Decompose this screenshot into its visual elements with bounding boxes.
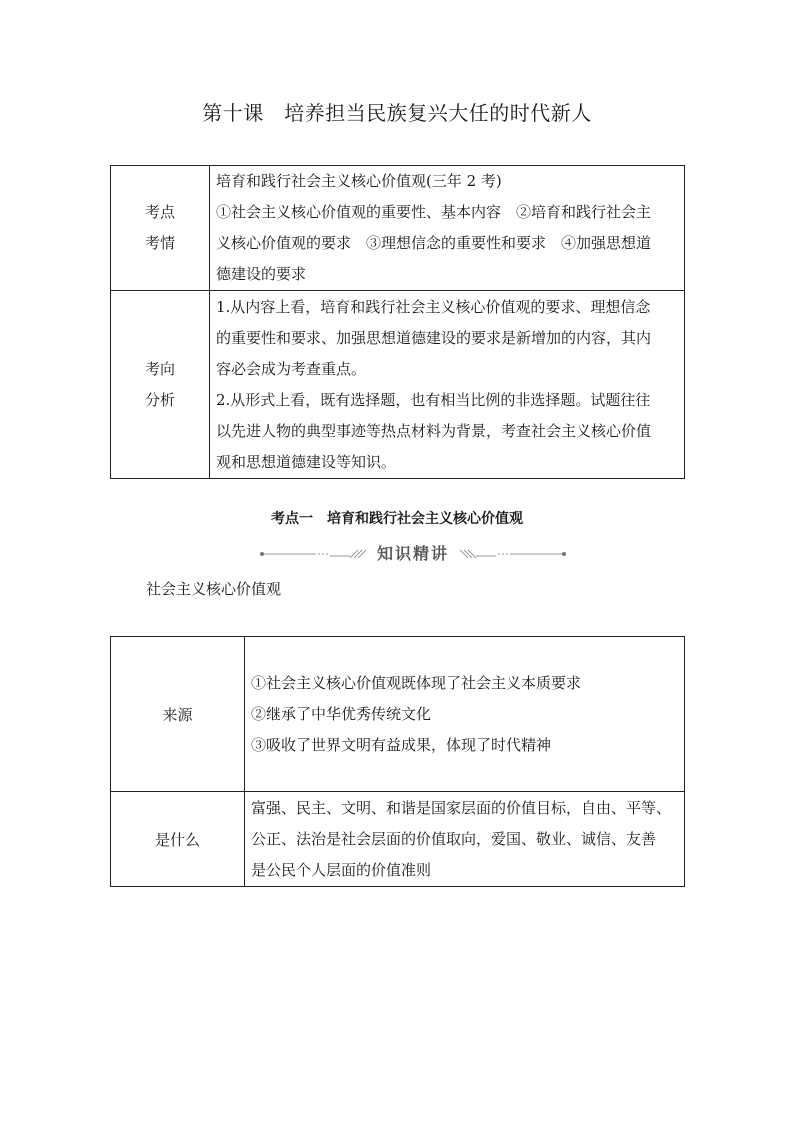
content-line: 容必会成为考查重点。 — [216, 359, 367, 378]
content-line: 2.从形式上看，既有选择题，也有相当比例的非选择题。试题往往 — [216, 390, 651, 409]
content-line: ①社会主义核心价值观既体现了社会主义本质要求 — [251, 673, 582, 692]
content-line: 是公民个人层面的价值准则 — [251, 860, 432, 879]
row-header-line: 分析 — [144, 390, 175, 409]
row-header-line: 考点 — [144, 203, 175, 221]
source-content — [245, 637, 685, 792]
exam-overview-table — [110, 165, 685, 479]
content-line: ②继承了中华优秀传统文化 — [251, 704, 432, 723]
row-header-what: 是什么 — [111, 792, 245, 887]
row-header-source: 来源 — [111, 637, 245, 792]
table-row — [111, 291, 685, 479]
what-content — [245, 792, 685, 887]
table-row — [111, 792, 685, 887]
exam-points-content — [210, 166, 685, 291]
table-row — [111, 637, 685, 792]
content-line: 以先进人物的典型事迹等热点材料为背景，考查社会主义核心价值 — [216, 421, 652, 440]
content-line: 1.从内容上看，培育和践行社会主义核心价值观的要求、理想信念 — [216, 297, 651, 316]
row-header-line: 考情 — [144, 234, 175, 252]
core-values-table — [110, 636, 685, 887]
row-header-line: 考向 — [144, 359, 175, 378]
page-title: 第十课 培养担当民族复兴大任的时代新人 — [202, 101, 592, 125]
content-line: 观和思想道德建设等知识。 — [216, 452, 397, 471]
table-row — [111, 166, 685, 291]
row-header-exam-points — [111, 166, 210, 291]
subtitle: 社会主义核心价值观 — [146, 580, 282, 598]
content-line: 义核心价值观的要求 ③理想信念的重要性和要求 ④加强思想道 — [216, 234, 652, 252]
content-line: ①社会主义核心价值观的重要性、基本内容 ②培育和践行社会主 — [216, 203, 652, 221]
analysis-content — [210, 291, 685, 479]
content-line: 德建设的要求 — [216, 265, 307, 283]
content-line: 的重要性和要求、加强思想道德建设的要求是新增加的内容，其内 — [216, 328, 652, 347]
content-line: 公正、法治是社会层面的价值取向，爱国、敬业、诚信、友善 — [251, 829, 657, 848]
content-line: ③吸收了世界文明有益成果，体现了时代精神 — [251, 735, 552, 754]
content-line: 富强、民主、文明、和谐是国家层面的价值目标，自由、平等、 — [251, 798, 672, 817]
content-line: 培育和践行社会主义核心价值观(三年 2 考) — [216, 172, 502, 190]
banner-label: 知识精讲 — [376, 544, 449, 563]
knowledge-banner — [258, 540, 568, 566]
section-title: 考点一 培育和践行社会主义核心价值观 — [271, 511, 523, 527]
row-header-analysis — [111, 291, 210, 479]
